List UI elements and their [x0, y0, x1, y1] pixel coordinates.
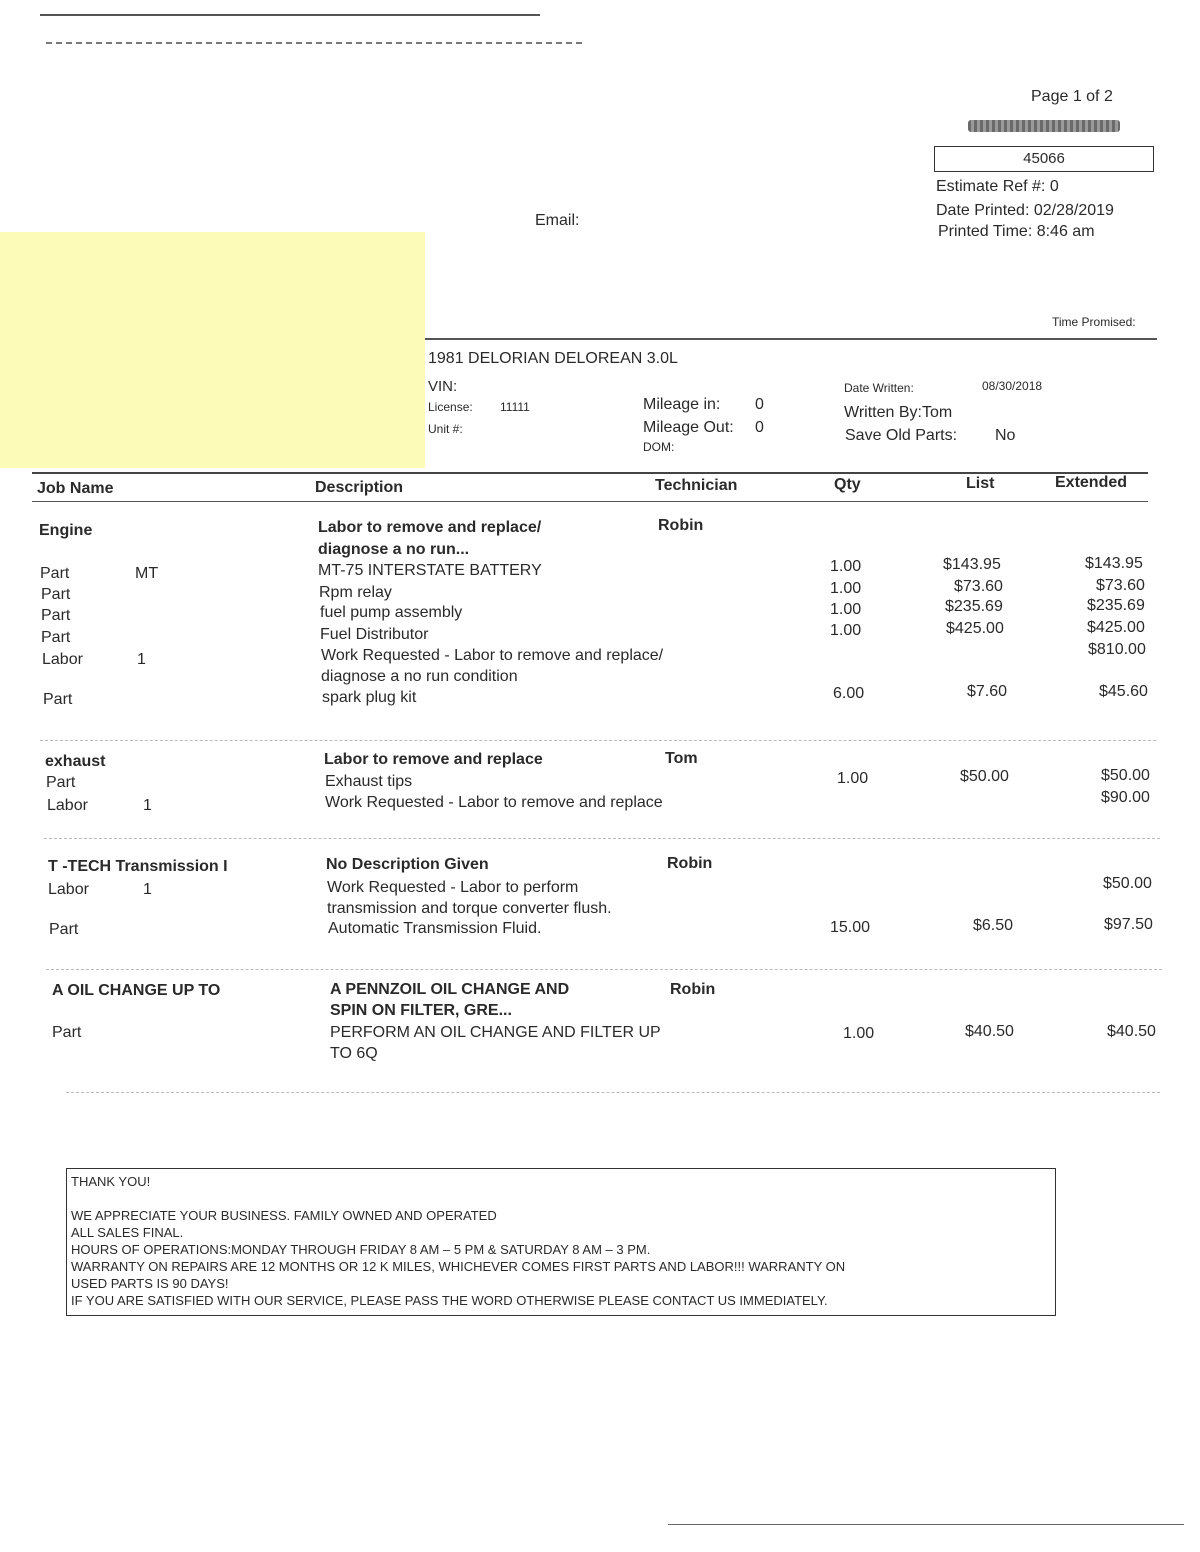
- job-name-transmission: T -TECH Transmission I: [48, 858, 228, 875]
- page-number: Page 1 of 2: [1031, 88, 1113, 105]
- col-header-extended: Extended: [1055, 474, 1128, 491]
- footer-thank-you: THANK YOU!: [71, 1174, 151, 1189]
- line-type: Part: [40, 565, 70, 582]
- col-header-job-name: Job Name: [37, 480, 114, 497]
- line-type: Labor: [42, 651, 83, 668]
- sticky-note: [0, 232, 425, 468]
- job-separator: [66, 1092, 1160, 1093]
- mileage-in-label: Mileage in:: [643, 396, 721, 413]
- col-header-technician: Technician: [655, 477, 738, 494]
- line-description: spark plug kit: [322, 689, 417, 706]
- redacted-name: [968, 120, 1120, 132]
- job-description: Labor to remove and replace/: [318, 519, 542, 536]
- job-description: diagnose a no run...: [318, 541, 470, 558]
- line-extended: $45.60: [1099, 683, 1148, 700]
- line-type: Part: [43, 691, 73, 708]
- line-type: Part: [52, 1024, 82, 1041]
- footer-line: ALL SALES FINAL.: [71, 1225, 184, 1240]
- line-extended: $810.00: [1088, 641, 1146, 658]
- line-extended: $425.00: [1087, 619, 1145, 636]
- line-type: Labor: [48, 881, 89, 898]
- save-old-parts-value: No: [995, 427, 1016, 444]
- line-list: $235.69: [945, 598, 1003, 615]
- line-extended: $40.50: [1107, 1023, 1156, 1040]
- line-description: Work Requested - Labor to remove and replace/: [321, 647, 664, 664]
- line-description: Work Requested - Labor to perform: [327, 879, 579, 896]
- line-description: Automatic Transmission Fluid.: [328, 920, 542, 937]
- line-code: MT: [135, 565, 159, 582]
- job-description: Labor to remove and replace: [324, 751, 543, 768]
- line-qty: 1.00: [830, 558, 862, 575]
- line-description: Exhaust tips: [325, 773, 413, 790]
- footer-terms-box: [66, 1168, 1056, 1316]
- table-header-rule: [32, 501, 1148, 502]
- line-list: $73.60: [954, 578, 1003, 595]
- license-label: License:: [428, 400, 473, 414]
- col-header-description: Description: [315, 479, 404, 496]
- footer-line: WARRANTY ON REPAIRS ARE 12 MONTHS OR 12 K MILES, WHICHEVER COMES FIRST PARTS AND LABOR!!! WARRANTY ON: [71, 1259, 846, 1274]
- job-technician: Robin: [670, 981, 716, 998]
- date-written-label: Date Written:: [844, 381, 914, 395]
- job-technician: Tom: [665, 750, 698, 767]
- line-type: Labor: [47, 797, 88, 814]
- line-description: TO 6Q: [330, 1045, 378, 1062]
- line-list: $7.60: [967, 683, 1008, 700]
- job-separator: [46, 969, 1162, 970]
- date-printed: Date Printed: 02/28/2019: [936, 202, 1114, 219]
- estimate-ref: Estimate Ref #: 0: [936, 178, 1059, 195]
- job-description: A PENNZOIL OIL CHANGE AND: [330, 981, 570, 998]
- job-name-exhaust: exhaust: [45, 753, 106, 770]
- job-name-engine: Engine: [39, 522, 93, 539]
- footer-line: HOURS OF OPERATIONS:MONDAY THROUGH FRIDAY 8 AM – 5 PM & SATURDAY 8 AM – 3 PM.: [71, 1242, 651, 1257]
- vin-label: VIN:: [428, 378, 458, 395]
- line-description: Rpm relay: [319, 584, 392, 601]
- written-by: Written By:Tom: [844, 404, 953, 421]
- vehicle-title: 1981 DELORIAN DELOREAN 3.0L: [428, 350, 678, 367]
- line-type: Part: [41, 607, 71, 624]
- line-extended: $97.50: [1104, 916, 1153, 933]
- ref-number-box: 45066: [934, 146, 1154, 172]
- job-technician: Robin: [658, 517, 704, 534]
- date-written-value: 08/30/2018: [982, 379, 1043, 393]
- line-description: Work Requested - Labor to remove and replace: [325, 794, 663, 811]
- col-header-list: List: [966, 475, 995, 492]
- scan-line: [46, 42, 582, 44]
- line-type: Part: [49, 921, 79, 938]
- line-description: MT-75 INTERSTATE BATTERY: [318, 562, 542, 579]
- line-extended: $73.60: [1096, 577, 1145, 594]
- line-list: $40.50: [965, 1023, 1014, 1040]
- scan-line: [40, 14, 540, 16]
- line-type: Part: [41, 586, 71, 603]
- footer-line: IF YOU ARE SATISFIED WITH OUR SERVICE, PLEASE PASS THE WORD OTHERWISE PLEASE CONTACT US IMMEDIATELY.: [71, 1293, 828, 1308]
- line-qty: 1.00: [837, 770, 869, 787]
- line-qty: 1.00: [843, 1025, 875, 1042]
- line-code: 1: [137, 651, 146, 668]
- line-extended: $50.00: [1103, 875, 1152, 892]
- table-top-rule: [32, 472, 1148, 474]
- email-label: Email:: [535, 212, 580, 229]
- scan-line: [668, 1524, 1184, 1525]
- save-old-parts-label: Save Old Parts:: [845, 427, 958, 444]
- job-description: No Description Given: [326, 856, 489, 873]
- line-extended: $235.69: [1087, 597, 1145, 614]
- line-list: $6.50: [973, 917, 1014, 934]
- line-description: PERFORM AN OIL CHANGE AND FILTER UP: [330, 1024, 661, 1041]
- line-description: diagnose a no run condition: [321, 668, 518, 685]
- line-qty: 1.00: [830, 622, 862, 639]
- job-name-oil-change: A OIL CHANGE UP TO: [52, 982, 221, 999]
- line-code: 1: [143, 881, 152, 898]
- dom-label: DOM:: [643, 440, 675, 454]
- line-type: Part: [46, 774, 76, 791]
- line-extended: $50.00: [1101, 767, 1150, 784]
- time-promised: Time Promised:: [1052, 315, 1136, 329]
- job-technician: Robin: [667, 855, 713, 872]
- footer-line: WE APPRECIATE YOUR BUSINESS. FAMILY OWNED AND OPERATED: [71, 1208, 497, 1223]
- line-qty: 1.00: [830, 601, 862, 618]
- line-list: $143.95: [943, 556, 1001, 573]
- line-extended: $90.00: [1101, 789, 1150, 806]
- line-extended: $143.95: [1085, 555, 1143, 572]
- job-description: SPIN ON FILTER, GRE...: [330, 1002, 512, 1019]
- job-separator: [44, 838, 1160, 839]
- line-qty: 6.00: [833, 685, 865, 702]
- line-description: fuel pump assembly: [320, 604, 463, 621]
- license-value: 11111: [500, 400, 530, 414]
- line-code: 1: [143, 797, 152, 814]
- divider: [425, 338, 1157, 340]
- mileage-out-label: Mileage Out:: [643, 419, 734, 436]
- mileage-in-value: 0: [755, 396, 764, 413]
- printed-time: Printed Time: 8:46 am: [938, 223, 1095, 240]
- footer-line: USED PARTS IS 90 DAYS!: [71, 1276, 229, 1291]
- line-description: Fuel Distributor: [320, 626, 429, 643]
- line-qty: 1.00: [830, 580, 862, 597]
- job-separator: [40, 740, 1156, 741]
- col-header-qty: Qty: [834, 476, 861, 493]
- line-type: Part: [41, 629, 71, 646]
- line-description: transmission and torque converter flush.: [327, 900, 612, 917]
- line-list: $425.00: [946, 620, 1004, 637]
- line-qty: 15.00: [830, 919, 871, 936]
- line-list: $50.00: [960, 768, 1009, 785]
- mileage-out-value: 0: [755, 419, 764, 436]
- unit-label: Unit #:: [428, 422, 463, 436]
